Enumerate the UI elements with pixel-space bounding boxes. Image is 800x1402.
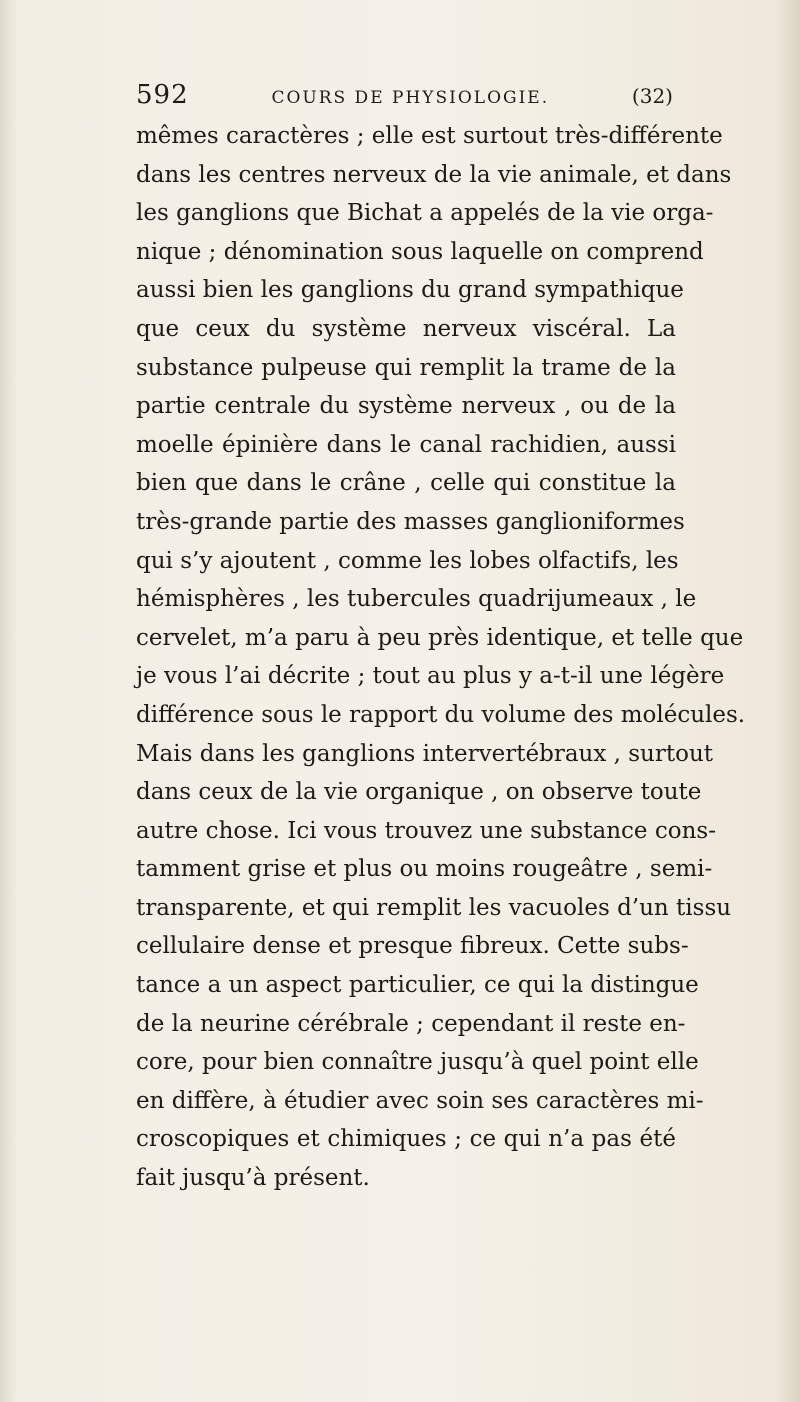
text-line: core, pour bien connaître jusqu’à quel point elle [136,1049,699,1076]
text-line: tamment grise et plus ou moins rougeâtre , semi- [136,856,713,883]
text-line: moelle épinière dans le canal rachidien, aussi [136,431,676,458]
text-line: nique ; dénomination sous laquelle on comprend [136,238,704,265]
text-line: substance pulpeuse qui remplit la trame de la [136,354,676,381]
text-line: hémisphères , les tubercules quadrijumeaux , le [136,586,697,613]
text-line: en diffère, à étudier avec soin ses caractères mi- [136,1087,704,1114]
text-line: aussi bien les ganglions du grand sympathique [136,277,684,304]
text-line: partie centrale du système nerveux , ou de la [136,393,676,420]
text-line: qui s’y ajoutent , comme les lobes olfactifs, les [136,547,679,574]
page-left-edge [0,0,18,1402]
text-line: bien que dans le crâne , celle qui constitue la [136,470,676,497]
running-header [136,80,673,116]
text-line: différence sous le rapport du volume des molécules. [136,701,746,728]
chapter-number: (32) [631,84,673,108]
text-line: autre chose. Ici vous trouvez une substance cons- [136,817,716,844]
text-line: tance a un aspect particulier, ce qui la distingue [136,972,699,999]
page-right-edge [776,0,800,1402]
running-title: COURS DE PHYSIOLOGIE. [271,88,550,108]
text-line: je vous l’ai décrite ; tout au plus y a-t-il une légère [136,663,725,690]
text-line: croscopiques et chimiques ; ce qui n’a pas été [136,1126,676,1153]
text-line: Mais dans les ganglions intervertébraux , surtout [136,740,714,767]
text-line: transparente, et qui remplit les vacuoles d’un tissu [136,894,732,921]
text-line: dans les centres nerveux de la vie animale, et dans [136,161,732,188]
text-line: dans ceux de la vie organique , on observe toute [136,779,702,806]
text-line: fait jusqu’à présent. [136,1165,370,1192]
body-text [136,117,746,1198]
text-line: mêmes caractères ; elle est surtout très-différente [136,123,723,149]
page-number: 592 [136,80,189,110]
text-line: cervelet, m’a paru à peu près identique, et telle que [136,624,744,651]
text-line: cellulaire dense et presque fibreux. Cette subs- [136,933,689,960]
text-line: que ceux du système nerveux viscéral. La [136,315,676,342]
text-line: très-grande partie des masses ganglioniformes [136,508,685,535]
text-line: de la neurine cérébrale ; cependant il reste en- [136,1010,686,1037]
text-line: les ganglions que Bichat a appelés de la vie orga- [136,200,714,227]
